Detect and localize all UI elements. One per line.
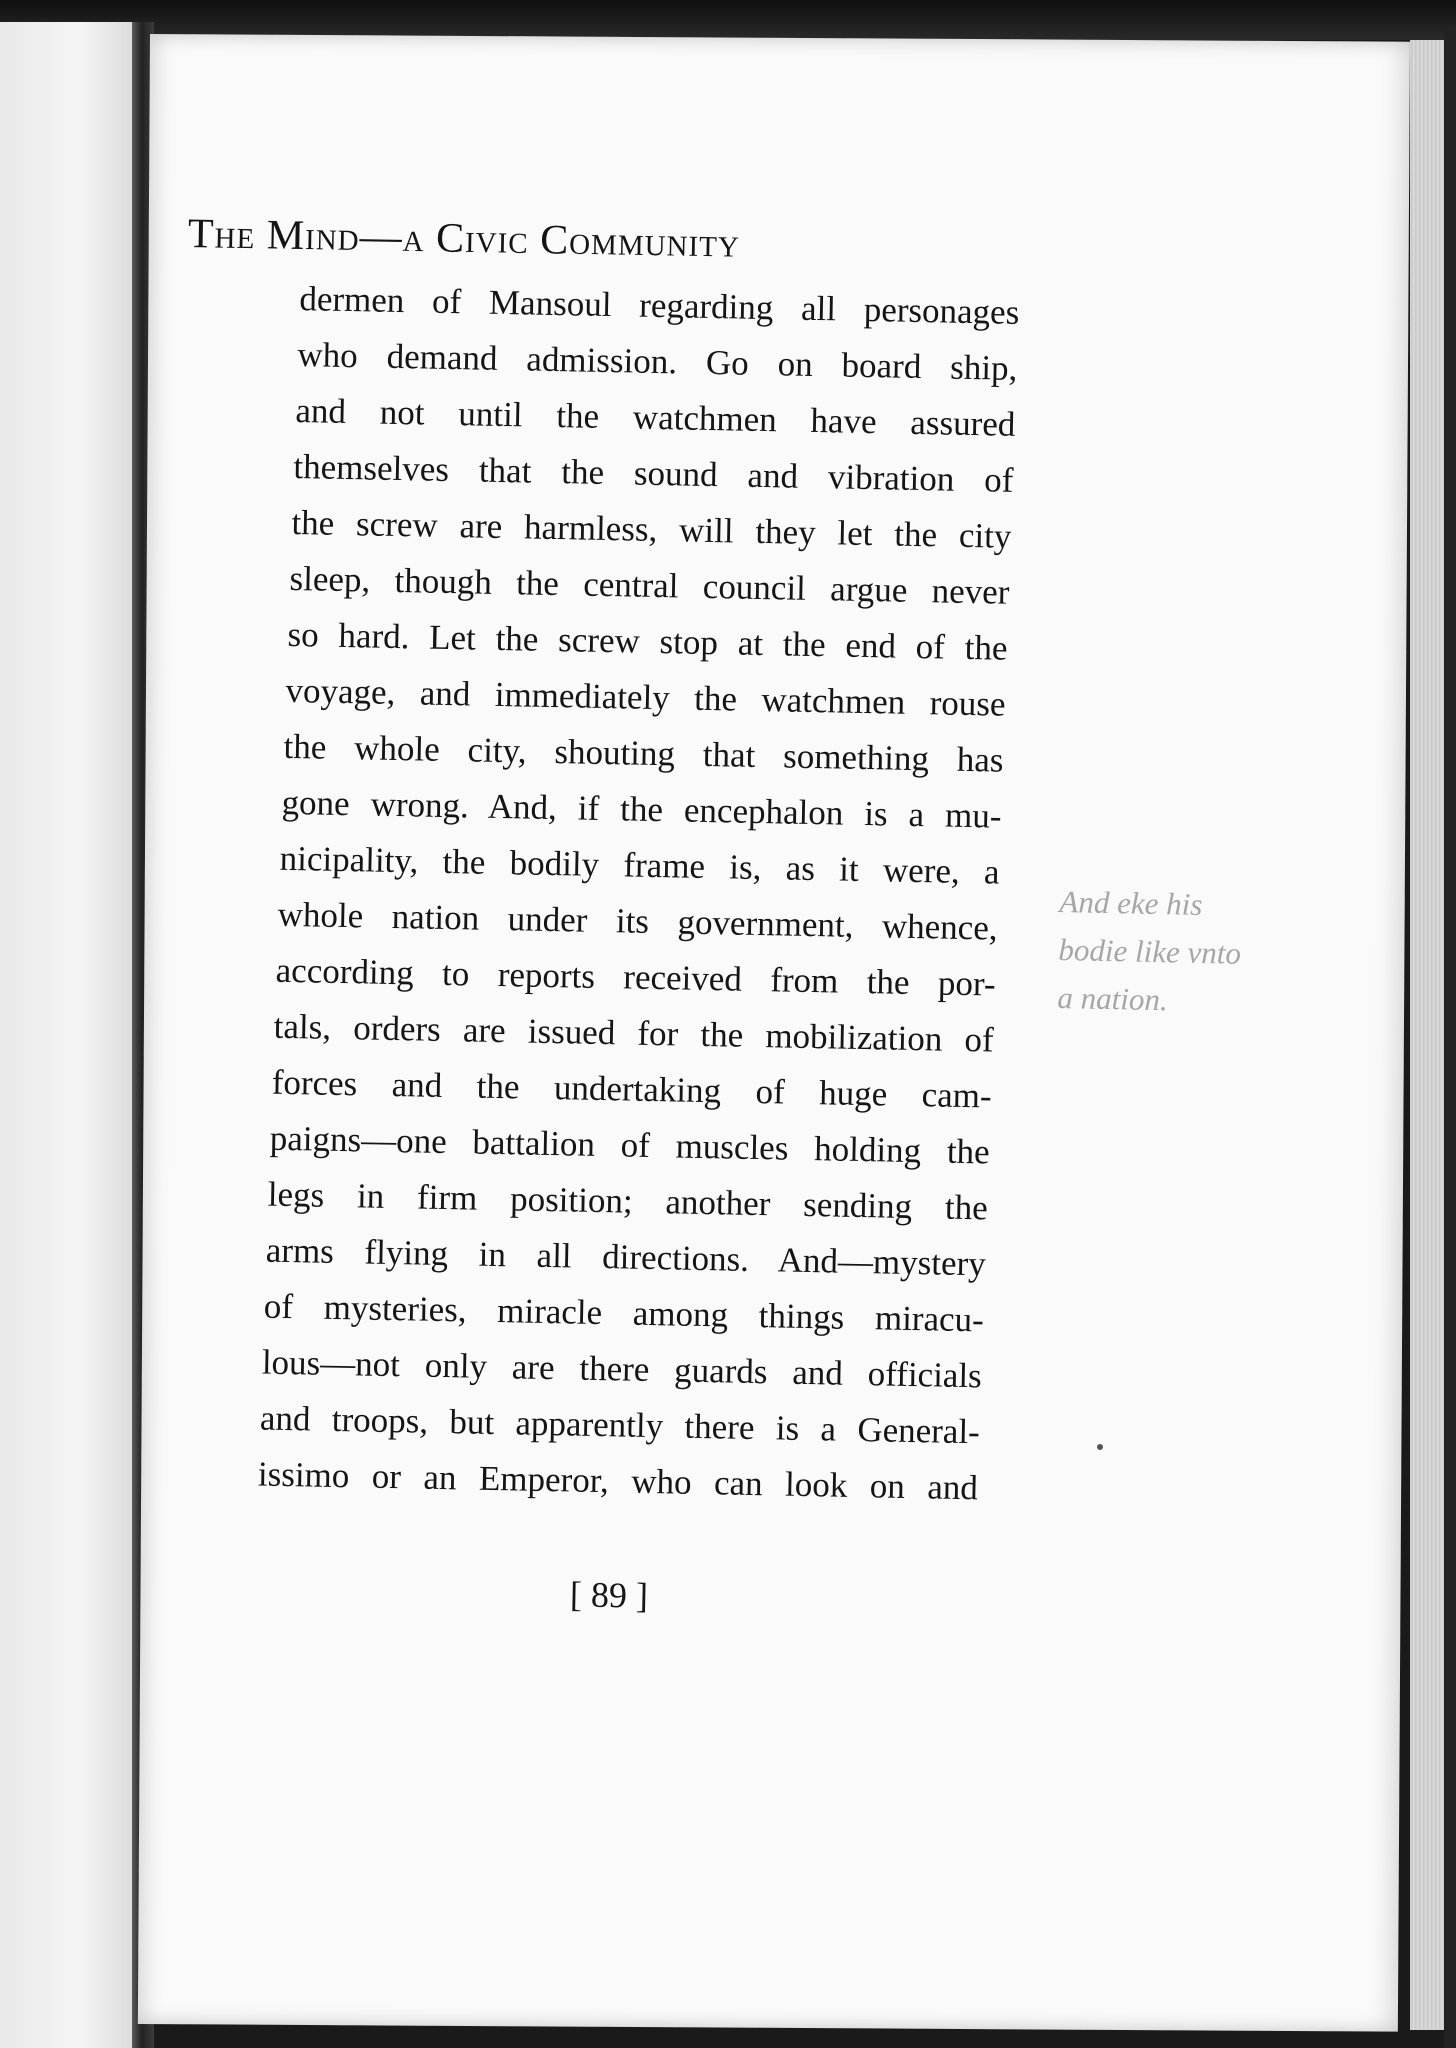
body-line: according to reports received from the por- (275, 950, 996, 1004)
body-line: themselves that the sound and vibration of (293, 446, 1014, 500)
body-line: so hard. Let the screw stop at the end of the (287, 614, 1008, 668)
margin-note-line: a nation. (1057, 979, 1169, 1018)
body-text (116, 268, 1059, 1517)
body-line: sleep, though the central council argue never (289, 558, 1010, 612)
body-line: legs in firm position; another sending the (267, 1174, 989, 1228)
margin-note-line: And eke his (1059, 883, 1203, 922)
body-line: lous—not only are there guards and officials (261, 1342, 983, 1396)
ink-speck (1097, 1444, 1103, 1450)
body-line: paigns—one battalion of muscles holding the (269, 1118, 991, 1172)
body-line: issimo or an Emperor, who can look on and (257, 1454, 979, 1508)
body-line: dermen of Mansoul regarding all personages (299, 279, 1020, 332)
running-head: The Mind—a Civic Community (187, 211, 741, 267)
body-line: nicipality, the bodily frame is, as it were, a (279, 838, 1000, 892)
page-edges (1410, 40, 1444, 2030)
body-line: and troops, but apparently there is a General- (259, 1398, 981, 1452)
margin-note-line: bodie like vnto (1058, 931, 1242, 971)
body-line: tals, orders are issued for the mobilization of (273, 1006, 995, 1060)
body-line: arms flying in all directions. And—mystery (265, 1230, 987, 1284)
body-line: and not until the watchmen have assured (295, 391, 1016, 444)
book-cover-edge (1444, 30, 1456, 2048)
body-line: forces and the undertaking of huge cam- (271, 1062, 993, 1116)
body-line: gone wrong. And, if the encephalon is a mu- (281, 782, 1002, 836)
body-line: the screw are harmless, will they let the city (291, 502, 1012, 556)
facing-page (0, 22, 132, 2048)
body-line: voyage, and immediately the watchmen rouse (285, 670, 1006, 724)
body-line: the whole city, shouting that something has (283, 726, 1004, 780)
margin-note (1057, 878, 1280, 1027)
body-line: who demand admission. Go on board ship, (297, 335, 1018, 388)
body-line: whole nation under its government, whence, (277, 894, 998, 948)
page-number: [ 89 ] (569, 1574, 649, 1616)
body-line: of mysteries, miracle among things miracu- (263, 1286, 985, 1340)
